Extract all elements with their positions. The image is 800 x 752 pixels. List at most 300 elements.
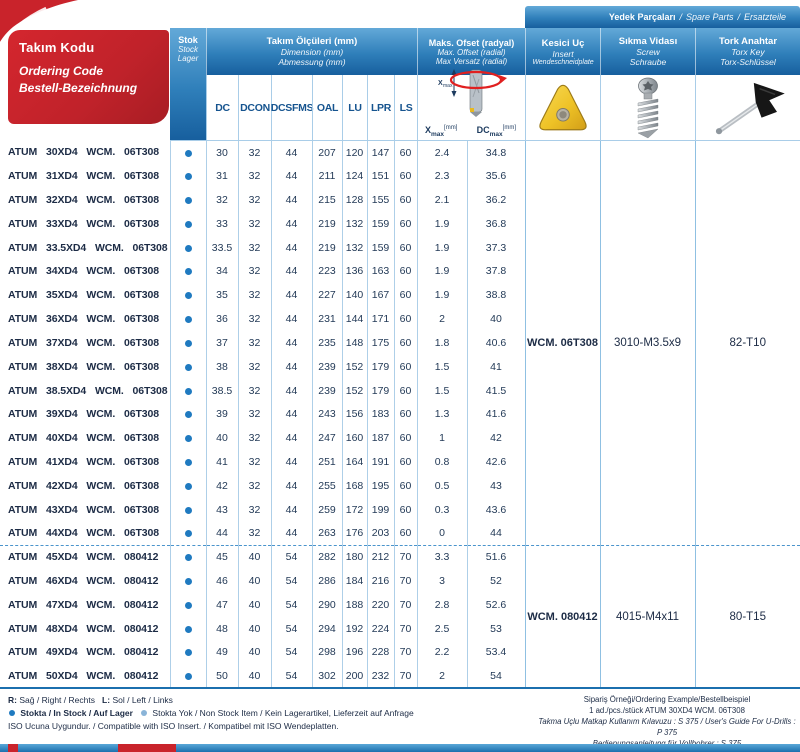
- stock-dot: [185, 268, 192, 275]
- in-stock-text: Stokta / In Stock / Auf Lager: [20, 708, 133, 718]
- l-text: Sol / Left / Links: [112, 695, 173, 705]
- value-cell: 60: [394, 164, 417, 188]
- screw-icon-cell: [600, 75, 695, 140]
- value-cell: 43: [467, 474, 525, 498]
- torx-key-icon: [709, 79, 787, 137]
- users-guide-note: Takma Uçlu Matkap Kullanım Kılavuzu : S 375 / User's Guide For U-Drills : P 375: [538, 717, 796, 737]
- value-cell: 48: [206, 617, 238, 641]
- value-cell: 41: [206, 450, 238, 474]
- value-cell: 42: [206, 474, 238, 498]
- value-cell: 38.8: [467, 283, 525, 307]
- value-cell: 156: [342, 402, 367, 426]
- value-cell: 235: [312, 331, 342, 355]
- stock-cell: [170, 355, 206, 379]
- tool-code: ATUM 30XD4 WCM. 06T308: [8, 146, 159, 159]
- value-cell: 224: [367, 617, 394, 641]
- tool-code: ATUM 31XD4 WCM. 06T308: [8, 170, 159, 183]
- col-label-dcsfms: DCSFMS: [271, 75, 312, 140]
- value-cell: 180: [342, 545, 367, 569]
- tool-code: ATUM 35XD4 WCM. 06T308: [8, 289, 159, 302]
- value-cell: 70: [394, 664, 417, 688]
- insert-code: WCM. 06T308: [525, 141, 600, 546]
- tool-code: ATUM 49XD4 WCM. 080412: [8, 646, 159, 659]
- value-cell: 44: [271, 141, 312, 165]
- value-cell: 60: [394, 141, 417, 165]
- col-label-ls: LS: [394, 75, 417, 140]
- value-cell: 32: [238, 402, 271, 426]
- value-cell: 44: [271, 498, 312, 522]
- value-cell: 132: [342, 212, 367, 236]
- stock-dot: [185, 507, 192, 514]
- value-cell: 44: [271, 164, 312, 188]
- torx-tr: Tork Anahtar: [718, 36, 778, 47]
- value-cell: 152: [342, 379, 367, 403]
- value-cell: 176: [342, 522, 367, 546]
- value-cell: 128: [342, 188, 367, 212]
- table-header: [0, 0, 800, 140]
- value-cell: 172: [342, 498, 367, 522]
- value-cell: 44: [271, 379, 312, 403]
- value-cell: 54: [271, 545, 312, 569]
- value-cell: 120: [342, 141, 367, 165]
- value-cell: 215: [312, 188, 342, 212]
- tool-code: ATUM 48XD4 WCM. 080412: [8, 622, 159, 635]
- stock-dot: [185, 388, 192, 395]
- spare-parts-en: Spare Parts: [686, 12, 734, 22]
- ordering-code-header: [8, 30, 169, 124]
- tool-code: ATUM 46XD4 WCM. 080412: [8, 575, 159, 588]
- value-cell: 200: [342, 664, 367, 688]
- value-cell: 32: [238, 474, 271, 498]
- offset-en: Max. Offset (radial): [437, 47, 506, 57]
- value-cell: 286: [312, 569, 342, 593]
- value-cell: 196: [342, 641, 367, 665]
- value-cell: 2: [417, 664, 467, 688]
- value-cell: 54: [271, 641, 312, 665]
- value-cell: 44: [271, 355, 312, 379]
- value-cell: 192: [342, 617, 367, 641]
- stock-dot: [185, 435, 192, 442]
- value-cell: 70: [394, 569, 417, 593]
- value-cell: 40: [238, 641, 271, 665]
- stock-dot: [185, 411, 192, 418]
- stock-legend: [8, 707, 414, 720]
- insert-icon-cell: [525, 75, 600, 140]
- value-cell: 179: [367, 355, 394, 379]
- value-cell: 199: [367, 498, 394, 522]
- tool-code: ATUM 42XD4 WCM. 06T308: [8, 479, 159, 492]
- value-cell: 168: [342, 474, 367, 498]
- value-cell: 175: [367, 331, 394, 355]
- value-cell: 203: [367, 522, 394, 546]
- value-cell: 40: [238, 569, 271, 593]
- value-cell: 140: [342, 283, 367, 307]
- value-cell: 195: [367, 474, 394, 498]
- value-cell: 231: [312, 307, 342, 331]
- stock-cell: [170, 474, 206, 498]
- col-label-dcon: DCON: [238, 75, 271, 140]
- value-cell: 60: [394, 283, 417, 307]
- value-cell: 44: [206, 522, 238, 546]
- tool-code: ATUM 40XD4 WCM. 06T308: [8, 432, 159, 445]
- stock-cell: [170, 641, 206, 665]
- stock-cell: [170, 498, 206, 522]
- dimension-subcolumns: [206, 75, 417, 140]
- value-cell: 0.8: [417, 450, 467, 474]
- value-cell: 36.2: [467, 188, 525, 212]
- value-cell: 228: [367, 641, 394, 665]
- value-cell: 44: [271, 522, 312, 546]
- value-cell: 282: [312, 545, 342, 569]
- value-cell: 32: [238, 426, 271, 450]
- value-cell: 187: [367, 426, 394, 450]
- value-cell: 43: [206, 498, 238, 522]
- value-cell: 60: [394, 474, 417, 498]
- col-label-dc: DC: [206, 75, 238, 140]
- value-cell: 41: [467, 355, 525, 379]
- value-cell: 32: [238, 260, 271, 284]
- value-cell: 32: [238, 307, 271, 331]
- ordering-code-en: Ordering Code: [19, 64, 104, 78]
- stock-cell: [170, 331, 206, 355]
- value-cell: 32: [238, 331, 271, 355]
- value-cell: 60: [394, 522, 417, 546]
- value-cell: 60: [394, 307, 417, 331]
- value-cell: 32: [238, 141, 271, 165]
- dimensions-en: Dimension (mm): [280, 47, 344, 57]
- value-cell: 54: [271, 593, 312, 617]
- value-cell: 243: [312, 402, 342, 426]
- value-cell: 159: [367, 236, 394, 260]
- value-cell: 44: [271, 260, 312, 284]
- bottom-red-accent-small: [8, 744, 18, 752]
- stock-cell: [170, 617, 206, 641]
- tool-code: ATUM 33.5XD4 WCM. 06T308: [8, 241, 168, 254]
- stock-dot: [185, 316, 192, 323]
- value-cell: 44: [271, 212, 312, 236]
- value-cell: 60: [394, 498, 417, 522]
- stock-dot: [185, 221, 192, 228]
- value-cell: 32: [238, 212, 271, 236]
- table-row: [0, 545, 800, 569]
- value-cell: 37.8: [467, 260, 525, 284]
- torx-code: 82-T10: [695, 141, 800, 546]
- value-cell: 259: [312, 498, 342, 522]
- value-cell: 147: [367, 141, 394, 165]
- tool-code: ATUM 43XD4 WCM. 06T308: [8, 503, 159, 516]
- value-cell: 32: [238, 450, 271, 474]
- value-cell: 52.6: [467, 593, 525, 617]
- value-cell: 2.3: [417, 164, 467, 188]
- value-cell: 44: [271, 331, 312, 355]
- value-cell: 60: [394, 379, 417, 403]
- value-cell: 70: [394, 545, 417, 569]
- dimensions-de: Abmessung (mm): [278, 57, 346, 67]
- value-cell: 32: [238, 355, 271, 379]
- value-cell: 1.5: [417, 379, 467, 403]
- value-cell: 52: [467, 569, 525, 593]
- stock-cell: [170, 141, 206, 165]
- insert-icon: [534, 82, 592, 134]
- value-cell: 1.8: [417, 331, 467, 355]
- value-cell: 32: [238, 164, 271, 188]
- value-cell: 30: [206, 141, 238, 165]
- stock-cell: [170, 569, 206, 593]
- value-cell: 39: [206, 402, 238, 426]
- value-cell: 44: [271, 426, 312, 450]
- value-cell: 53.4: [467, 641, 525, 665]
- value-cell: 37.3: [467, 236, 525, 260]
- ordering-code-de: Bestell-Bezeichnung: [19, 81, 138, 95]
- value-cell: 136: [342, 260, 367, 284]
- value-cell: 51.6: [467, 545, 525, 569]
- value-cell: 32: [238, 283, 271, 307]
- value-cell: 179: [367, 379, 394, 403]
- offset-tr: Maks. Ofset (radyal): [428, 37, 515, 48]
- value-cell: 219: [312, 236, 342, 260]
- ordering-example: 1 ad./pcs./stück ATUM 30XD4 WCM. 06T308: [589, 706, 745, 715]
- torx-column-header: [695, 28, 800, 75]
- stock-dot: [185, 554, 192, 561]
- value-cell: 32: [238, 522, 271, 546]
- page-bottom-strip: [0, 744, 800, 752]
- value-cell: 40: [238, 545, 271, 569]
- value-cell: 0: [417, 522, 467, 546]
- stock-dot: [185, 364, 192, 371]
- value-cell: 1.9: [417, 236, 467, 260]
- in-stock-dot: [9, 710, 15, 716]
- value-cell: 255: [312, 474, 342, 498]
- dimensions-tr: Takım Ölçüleri (mm): [266, 36, 358, 47]
- tool-code: ATUM 50XD4 WCM. 080412: [0, 664, 170, 688]
- drill-offset-diagram-icon: [424, 67, 520, 117]
- l-label: L:: [102, 695, 111, 705]
- value-cell: 0.3: [417, 498, 467, 522]
- value-cell: 49: [206, 641, 238, 665]
- value-cell: 38.5: [206, 379, 238, 403]
- value-cell: 37: [206, 331, 238, 355]
- value-cell: 47: [206, 593, 238, 617]
- value-cell: 46: [206, 569, 238, 593]
- value-cell: 36: [206, 307, 238, 331]
- col-label-lu: LU: [342, 75, 367, 140]
- value-cell: 42: [467, 426, 525, 450]
- tool-code: ATUM 34XD4 WCM. 06T308: [8, 265, 159, 278]
- value-cell: 38: [206, 355, 238, 379]
- value-cell: 232: [367, 664, 394, 688]
- value-cell: 247: [312, 426, 342, 450]
- value-cell: 2.1: [417, 188, 467, 212]
- tool-code: ATUM 41XD4 WCM. 06T308: [8, 455, 159, 468]
- value-cell: 40.6: [467, 331, 525, 355]
- screw-icon: [633, 77, 663, 139]
- tool-code: ATUM 47XD4 WCM. 080412: [8, 598, 159, 611]
- value-cell: 171: [367, 307, 394, 331]
- stock-de: Lager: [177, 54, 199, 63]
- dimensions-header: [206, 28, 417, 75]
- stock-cell: [170, 236, 206, 260]
- tool-code: ATUM 39XD4 WCM. 06T308: [8, 408, 159, 421]
- stock-cell: [170, 283, 206, 307]
- value-cell: 239: [312, 355, 342, 379]
- stock-tr: Stok: [178, 35, 198, 45]
- value-cell: 2.8: [417, 593, 467, 617]
- value-cell: 70: [394, 593, 417, 617]
- torx-code: 80-T15: [695, 545, 800, 688]
- tool-code: ATUM 33XD4 WCM. 06T308: [8, 217, 159, 230]
- value-cell: 0.5: [417, 474, 467, 498]
- value-cell: 239: [312, 379, 342, 403]
- value-cell: 60: [394, 188, 417, 212]
- value-cell: 160: [342, 426, 367, 450]
- value-cell: 1: [417, 426, 467, 450]
- torx-de: Torx-Schlüssel: [720, 57, 776, 67]
- value-cell: 124: [342, 164, 367, 188]
- ordering-example-title: Sipariş Örneği/Ordering Example/Bestellbeispiel: [583, 695, 751, 704]
- value-cell: 159: [367, 212, 394, 236]
- stock-dot: [185, 602, 192, 609]
- stock-cell: [170, 522, 206, 546]
- value-cell: 216: [367, 569, 394, 593]
- screw-column-header: [600, 28, 695, 75]
- value-cell: 60: [394, 236, 417, 260]
- value-cell: 60: [394, 402, 417, 426]
- tool-code: ATUM 45XD4 WCM. 080412: [0, 545, 170, 569]
- value-cell: 155: [367, 188, 394, 212]
- stock-cell: [170, 379, 206, 403]
- stock-cell: [170, 450, 206, 474]
- spare-parts-band: [525, 6, 800, 28]
- value-cell: 53: [467, 617, 525, 641]
- value-cell: 54: [271, 664, 312, 688]
- value-cell: 32: [238, 379, 271, 403]
- value-cell: 50: [206, 664, 238, 688]
- tool-code: ATUM 38.5XD4 WCM. 06T308: [8, 384, 168, 397]
- value-cell: 32: [238, 236, 271, 260]
- value-cell: 54: [271, 569, 312, 593]
- value-cell: 251: [312, 450, 342, 474]
- value-cell: 191: [367, 450, 394, 474]
- table-row: [0, 141, 800, 165]
- svg-text:X: X: [437, 80, 443, 87]
- value-cell: 44: [271, 283, 312, 307]
- value-cell: 207: [312, 141, 342, 165]
- tool-code: ATUM 36XD4 WCM. 06T308: [8, 313, 159, 326]
- value-cell: 148: [342, 331, 367, 355]
- value-cell: 44: [271, 188, 312, 212]
- value-cell: 40: [238, 593, 271, 617]
- value-cell: 298: [312, 641, 342, 665]
- value-cell: 212: [367, 545, 394, 569]
- stock-cell: [170, 307, 206, 331]
- value-cell: 32: [238, 498, 271, 522]
- col-label-oal: OAL: [312, 75, 342, 140]
- value-cell: 2.4: [417, 141, 467, 165]
- stock-dot: [185, 578, 192, 585]
- value-cell: 263: [312, 522, 342, 546]
- value-cell: 144: [342, 307, 367, 331]
- stock-dot: [185, 173, 192, 180]
- value-cell: 60: [394, 355, 417, 379]
- stock-dot: [185, 245, 192, 252]
- value-cell: 184: [342, 569, 367, 593]
- value-cell: 2.5: [417, 617, 467, 641]
- value-cell: 40: [206, 426, 238, 450]
- stock-cell: [170, 260, 206, 284]
- value-cell: 35: [206, 283, 238, 307]
- bottom-red-accent: [118, 744, 176, 752]
- value-cell: 41.5: [467, 379, 525, 403]
- value-cell: 1.5: [417, 355, 467, 379]
- stock-column-header: [170, 28, 206, 140]
- value-cell: 36.8: [467, 212, 525, 236]
- value-cell: 44: [467, 522, 525, 546]
- value-cell: 164: [342, 450, 367, 474]
- ordering-code-tr: Takım Kodu: [19, 40, 95, 55]
- value-cell: 33.5: [206, 236, 238, 260]
- stock-cell: [170, 164, 206, 188]
- value-cell: 227: [312, 283, 342, 307]
- value-cell: 60: [394, 212, 417, 236]
- torx-en: Torx Key: [731, 47, 765, 57]
- stock-dot: [185, 649, 192, 656]
- iso-note: ISO Ucuna Uygundur. / Compatible with ISO Insert. / Kompatibel mit ISO Wendeplatten.: [8, 721, 339, 731]
- spare-parts-de: Ersatzteile: [744, 12, 787, 22]
- value-cell: 44: [271, 474, 312, 498]
- value-cell: 132: [342, 236, 367, 260]
- value-cell: 33: [206, 212, 238, 236]
- separator: /: [679, 12, 682, 22]
- footer-legend: [8, 694, 414, 733]
- value-cell: 167: [367, 283, 394, 307]
- value-cell: 31: [206, 164, 238, 188]
- value-cell: 34.8: [467, 141, 525, 165]
- screw-code: 3010-M3.5x9: [600, 141, 695, 546]
- value-cell: 219: [312, 212, 342, 236]
- stock-cell: [170, 426, 206, 450]
- stock-dot: [185, 292, 192, 299]
- tool-code: ATUM 38XD4 WCM. 06T308: [8, 360, 159, 373]
- value-cell: 40: [467, 307, 525, 331]
- value-cell: 32: [206, 188, 238, 212]
- value-cell: 151: [367, 164, 394, 188]
- value-cell: 163: [367, 260, 394, 284]
- value-cell: 44: [271, 236, 312, 260]
- stock-dot: [185, 197, 192, 204]
- stock-en: Stock: [177, 45, 198, 54]
- stock-cell: [170, 664, 206, 688]
- value-cell: 294: [312, 617, 342, 641]
- screw-code: 4015-M4x11: [600, 545, 695, 688]
- value-cell: 43.6: [467, 498, 525, 522]
- value-cell: 42.6: [467, 450, 525, 474]
- tool-code: ATUM 32XD4 WCM. 06T308: [8, 194, 159, 207]
- screw-en: Screw: [636, 47, 660, 57]
- value-cell: 60: [394, 260, 417, 284]
- value-cell: 44: [271, 307, 312, 331]
- value-cell: 44: [271, 450, 312, 474]
- stock-dot: [185, 673, 192, 680]
- stock-dot: [185, 530, 192, 537]
- stock-dot: [185, 626, 192, 633]
- insert-en: Insert: [552, 48, 574, 59]
- r-label: R:: [8, 695, 17, 705]
- stock-dot: [185, 459, 192, 466]
- value-cell: 1.9: [417, 260, 467, 284]
- stock-cell: [170, 593, 206, 617]
- value-cell: 45: [206, 545, 238, 569]
- stock-dot: [185, 483, 192, 490]
